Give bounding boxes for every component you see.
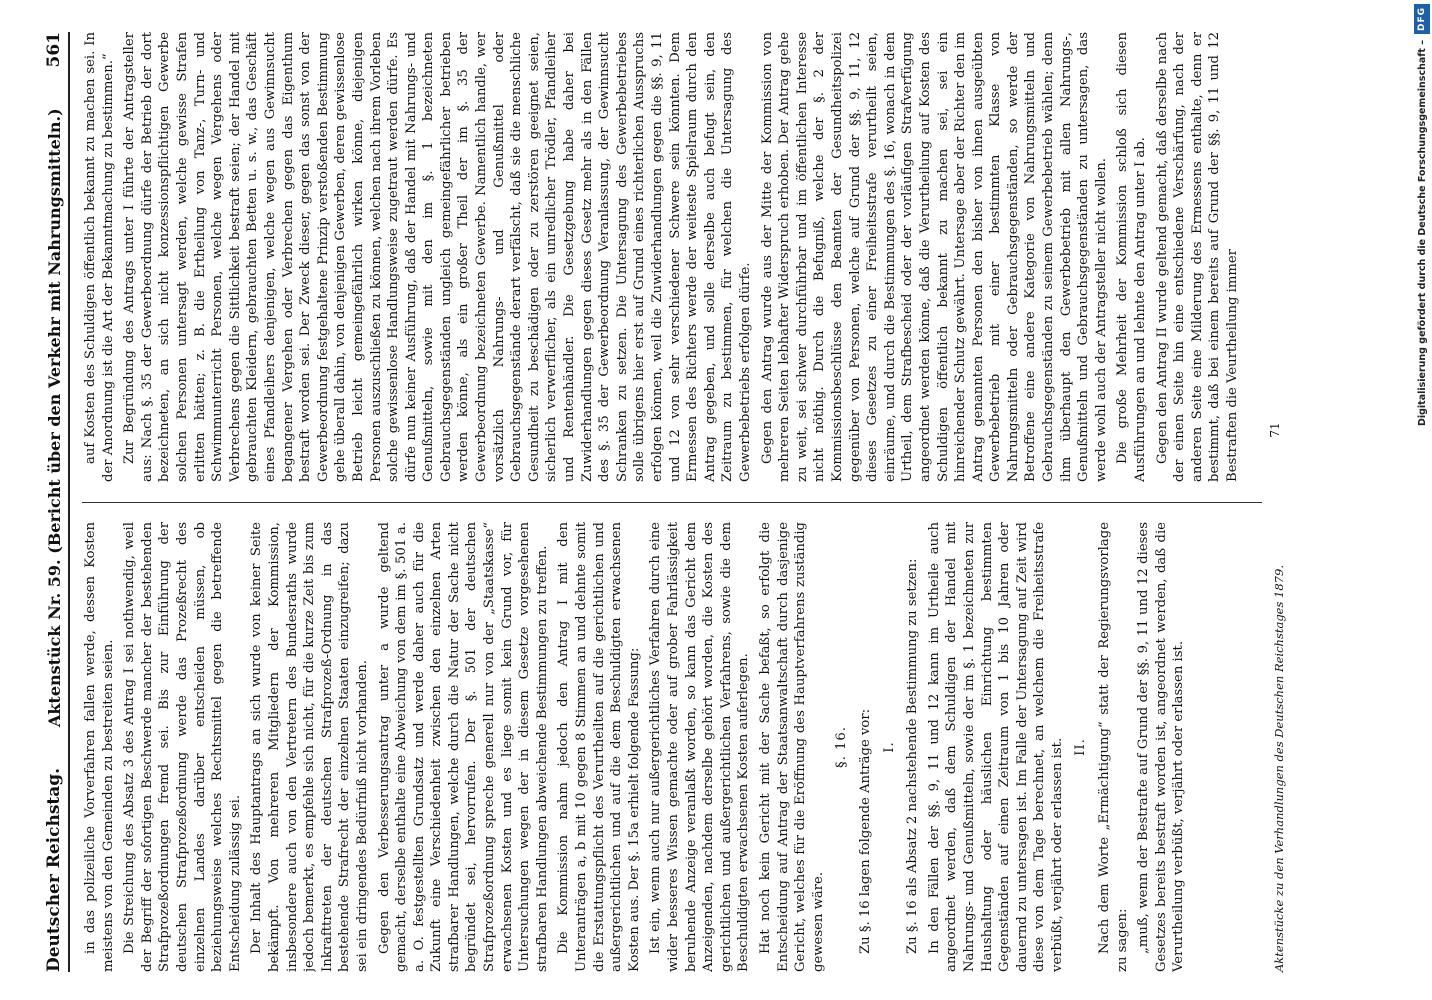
- section-heading: I.: [881, 741, 897, 753]
- paragraph: Gegen den Antrag II wurde geltend gemacht, daß derselbe nach der einen Seite hin eine entschiedene Verschärfung, nach der anderen Seite eine Milderung des Ermessens enthalte, denn er bestimmt, daß bei einem bereits auf Grund der §§. 9, 11 und 12 Bestraften die Veurtheilung immer: [1154, 32, 1240, 482]
- running-header: [22, 32, 70, 972]
- paragraph: Zu §. 16 als Absatz 2 nachstehende Bestimmung zu setzen:: [905, 558, 921, 954]
- paragraph: Ist ein, wenn auch nur außergerichtliches Verfahren durch eine wider besseres Wissen gemachte oder auf grober Fahrlässigkeit beruhende Anzeige veranlaßt worden, so kann das Gericht dem Anzeigenden, nachdem derselbe gehört worden, die Kosten des gerichtlichen und außergerichtlichen Verfahrens, sowie die dem Beschuldigten erwachsenen Kosten auferlegen.: [648, 522, 752, 972]
- paragraph: Die Kommission nahm jedoch den Antrag I mit den Unteranträgen a, b mit 10 gegen 8 Stimmen an und dehnte somit die Erstattungspflicht des Verurtheilten auf die gerichtlichen und außergerichtlichen und auf die dem Beschuldigten erwachsenen Kosten aus. Der §. 15a erhielt folgende Fassung:: [556, 522, 642, 972]
- left-column: [82, 522, 1262, 972]
- paragraph: Die Streichung des Absatz 3 des Antrag I sei nothwendig, weil der Begriff der sofortigen Beschwerde mancher der bestehenden Strafprozeßordnungen fremd sei. Bis zur Einführung der deutschen Strafprozeßordnung werde das Prozeßrecht des einzelnen Landes darüber entscheiden müssen, ob beziehungsweise welches Rechtsmittel gegen die betreffende Entscheidung zulässig sei.: [122, 522, 243, 972]
- sheet-code: 71: [1268, 422, 1282, 438]
- paragraph: Gegen den Verbesserungsantrag unter a wurde geltend gemacht, derselbe enthalte eine Abweichung von dem im §. 501 a. a. O. festgestellten Grundsatz und werde daher auch für die Zukunft eine Verschiedenheit zwischen den einzelnen Arten strafbarer Handlungen, welche durch die Natur der Sache nicht begründet sei, hervorrufen. Der §. 501 der deutschen Strafprozeßordnung spreche generell nur von der „Staatskasse“ erwachsenen Kosten und es liege somit kein Grund vor, für Untersuchungen wegen der in diesem Gesetze vorgesehenen strafbaren Handlungen abweichende Bestimmungen zu treffen.: [376, 522, 550, 972]
- footer-reference: Aktenstücke zu den Verhandlungen des Deutschen Reichstages 1879.: [1272, 565, 1286, 972]
- dfg-sidebar: [1412, 4, 1432, 996]
- paragraph: Hat noch kein Gericht mit der Sache befaßt, so erfolgt die Entscheidung auf Antrag der Staatsanwaltschaft durch dasjenige Gericht, welches für die Eröffnung des Hauptverfahrens zuständig gewesen wäre.: [757, 522, 826, 972]
- dfg-logo: DFG: [1414, 4, 1430, 34]
- paragraph: in das polizeiliche Vorverfahren fallen werde, dessen Kosten meistens von den Gemeinden zu bestreiten seien.: [83, 522, 116, 972]
- paragraph: Der Inhalt des Hauptantrags an sich wurde von keiner Seite bekämpft. Von mehreren Mitgliedern der Kommission, insbesondere auch von den Vertretern des Bundesraths wurde jedoch bemerkt, es empfehle sich nicht, für die kurze Zeit bis zum Inkrafttreten der deutschen Strafprozeß-Ordnung in das bestehende Strafrecht der einzelnen Staaten einzugreifen; dazu sei ein dringendes Bedürfniß nicht vorhanden.: [249, 522, 370, 972]
- dfg-credit: Digitalisierung gefördert durch die Deutsche Forschungsgemeinschaft –: [1416, 40, 1428, 427]
- paragraph: Nach dem Worte „Ermächtigung“ statt der Regierungsvorlage zu sagen:: [1097, 522, 1130, 972]
- header-publication: Deutscher Reichstag.: [44, 767, 64, 972]
- section-heading: §. 16.: [834, 726, 850, 768]
- page-number: 561: [44, 32, 64, 68]
- paragraph: auf Kosten des Schuldigen öffentlich bekannt zu machen sei. In der Anordnung ist die Art der Bekanntmachung zu bestimmen.“: [83, 32, 116, 482]
- text-columns: [82, 32, 1262, 972]
- paragraph: Die große Mehrheit der Kommission schloß sich diesen Ausführungen an und lehnte den Antrag unter I ab.: [1115, 32, 1149, 482]
- paragraph: Zu §. 16 lagen folgende Anträge vor:: [857, 708, 873, 954]
- paragraph: „muß, wenn der Bestrafte auf Grund der §§. 9, 11 und 12 dieses Gesetzes bereits bestraft worden ist, angeordnet werden, daß die Verurtheilung verbüßt, verjährt oder erlassen ist.: [1136, 522, 1187, 972]
- paragraph: In den Fällen der §§. 9, 11 und 12 kann im Urtheile auch angeordnet werden, daß dem Schuldigen der Handel mit Nahrungs- und Genußmitteln, sowie der im §. 1 bezeichneten zur Haushaltung oder häuslichen Einrichtung bestimmten Gegenständen auf einen Zeitraum von 1 bis 10 Jahren oder dauernd zu untersagen ist. Im Falle der Untersagung auf Zeit wird diese von dem Tage berechnet, an welchem die Freiheitsstrafe verbüßt, verjährt oder erlassen ist.: [926, 522, 1065, 972]
- header-title: Aktenstück Nr. 59. (Bericht über den Verkehr mit Nahrungsmitteln.): [45, 108, 64, 728]
- paragraph: Zur Begründung des Antrags unter I führte der Antragsteller aus: Nach §. 35 der Gewerbeordnung dürfe der Betrieb der dort bezeichneten, an sich nicht konzessionspflichtigen Gewerbe solchen Personen untersagt werden, welche gewisse Strafen erlitten hätten; z. B. die Ertheilung von Tanz-, Turn- und Schwimmunterricht Personen, welche wegen Vergehens oder Verbrechens gegen die Sittlichkeit bestraft seien; der Handel mit gebrauchten Kleidern, gebrauchten Betten u. s. w., das Geschäft eines Pfandleihers denjenigen, welche wegen aus Gewinnsucht begangener Vergehen oder Verbrechen gegen das Eigenthum bestraft worden sei. Der Zweck dieser, gegen das sonst von der Gewerbeordnung festgehaltene Prinzip verstoßenden Bestimmung gehe überall dahin, von denjenigen Gewerben, deren gewissenlose Betrieb leicht gemeingefährlich wirken könne, diejenigen Personen auszuschließen zu können, welchen nach ihrem Vorleben solche gewissenlose Handlungsweise zugetraut werden dürfe. Es dürfe nun keiner Ausführung, daß der Handel mit Nahrungs- und Genußmitteln, sowie mit den im §. 1 bezeichneten Gebrauchsgegenständen ungleich gemeingefährlicher betrieben werden könne, als ein großer Theil der im §. 35 der Gewerbeordnung bezeichneten Gewerbe. Namentlich handle, wer vorsätzlich Nahrungs- und Genußmittel oder Gebrauchsgegenstände derart verfälscht, daß sie die menschliche Gesundheit zu beschädigen oder zu zerstören geeignet seien, sicherlich verwerflicher, als ein unredlicher Trödler, Pfandleiher und Rentenhändler. Die Gesetzgebung habe daher bei Zuwiderhandlungen gegen dieses Gesetz mehr als in den Fällen des §. 35 der Gewerbeordnung Veranlassung, der Gewinnsucht Schranken zu setzen. Die Untersagung des Gewerbebetriebes solle übrigens hier erst auf Grund eines richterlichen Ausspruchs erfolgen können, weil die Zuwiderhandlungen gegen die §§. 9, 11 und 12 von sehr verschiedener Schwere sein könnten. Dem Ermessen des Richters werde der weiteste Spielraum durch den Antrag gegeben, und solle derselbe auch befugt sein, den Zeitraum zu bestimmen, für welchen die Untersagung des Gewerbebetriebs erfolgen dürfe.: [122, 32, 753, 482]
- right-column: [82, 32, 1262, 482]
- paragraph: Gegen den Antrag wurde aus der Mitte der Kommission von mehreren Seiten lebhafter Widerspruch erhoben. Der Antrag gehe zu weit, sei schwer durchführbar und im öffentlichen Interesse nicht nöthig. Durch die Befugniß, welche der §. 2 der Kommissionsbeschlüsse den Beamten der Gesundheitspolizei gegenüber von Personen, welche auf Grund der §§. 9, 11, 12 dieses Gesetzes zu einer Freiheitsstrafe verurtheilt seien, einräume, und durch die Bestimmungen des §. 16, wonach in dem Urtheil, dem Strafbescheid oder der vorläufigen Strafverfügung angeordnet werden könne, daß die Verurtheilung auf Kosten des Schuldigen öffentlich bekannt zu machen sei, sei ein hinreichender Schutz gewährt. Untersage aber der Richter den im Antrag genannten Personen den bisher von ihnen ausgeübten Gewerbebetrieb mit einer bestimmten Klasse von Nahrungsmitteln oder Gebrauchsgegenständen, so werde der Betroffene eine andere Kategorie von Nahrungsmitteln und Gebrauchsgegenständen zu seinem Gewerbebetrieb wählen; denn ihm überhaupt den Gewerbebetrieb mit allen Nahrungs-, Genußmitteln und Gebrauchsgegenständen zu untersagen, das werde wohl auch der Antragsteller nicht wollen.: [759, 32, 1109, 482]
- column-divider: [82, 502, 1262, 503]
- section-heading: II.: [1073, 738, 1089, 756]
